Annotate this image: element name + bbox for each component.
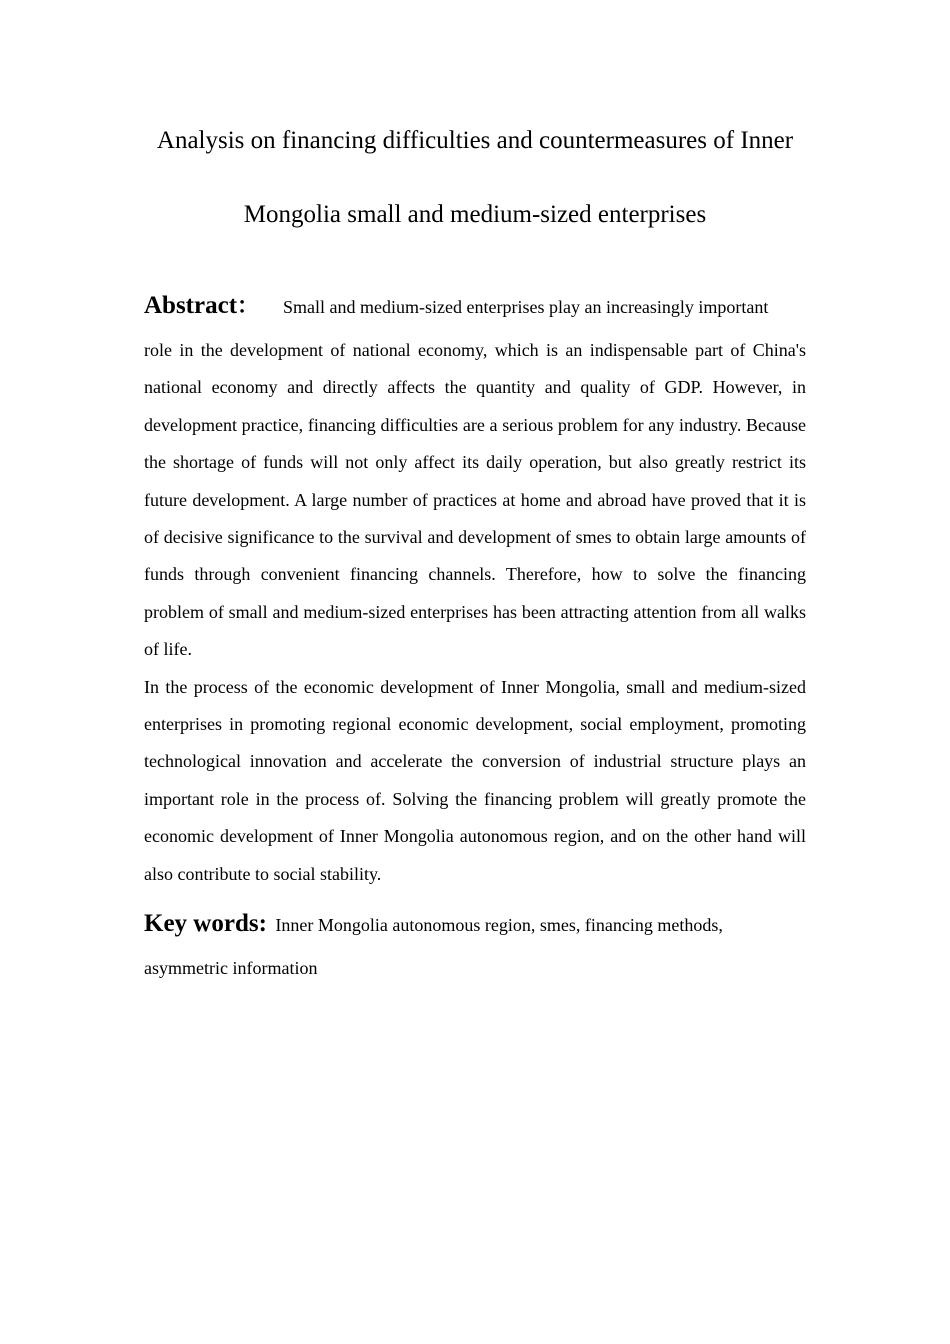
keywords-heading: Key words: [144,910,267,937]
keywords-paragraph [144,902,806,987]
abstract-separator: ： [237,293,260,318]
abstract-paragraph-2: In the process of the economic development of Inner Mongolia, small and medium-sized enterprises in promoting regional economic development, social employment, promoting technological innovation and accelerate the conversion of industrial structure plays an important role in the process of. Solving the financing problem will greatly promote the economic development of Inner Mongolia autonomous region, and on the other hand will also contribute to social stability. [144,676,806,884]
abstract-heading: Abstract [144,292,238,319]
abstract-paragraph-1 [144,284,806,669]
abstract-paragraph-1-text: role in the development of national economy, which is an indispensable part of China's national economy and directly affects the quantity and quality of GDP. However, in development practice, financing difficulties are a serious problem for any industry. Because the shortage of funds will not only affect its daily operation, but also greatly restrict its future development. A large number of practices at home and abroad have proved that it is of decisive significance to the survival and development of smes to obtain large amounts of funds through convenient financing channels. Therefore, how to solve the financing problem of small and medium-sized enterprises has been attracting attention from all walks of life. [144,340,806,660]
keywords-rest-text: asymmetric information [144,958,318,978]
keywords-section [144,902,806,987]
abstract-section [144,284,806,893]
keywords-first-line [144,902,806,947]
keywords-lead-text: Inner Mongolia autonomous region, smes, financing methods, [275,915,723,935]
abstract-first-line [144,284,806,329]
abstract-lead-text: Small and medium-sized enterprises play an increasingly important [283,297,769,317]
document-title-line-2: Mongolia small and medium-sized enterprises [243,201,707,228]
document-title-line-1: Analysis on financing difficulties and countermeasures of Inner [156,127,794,154]
